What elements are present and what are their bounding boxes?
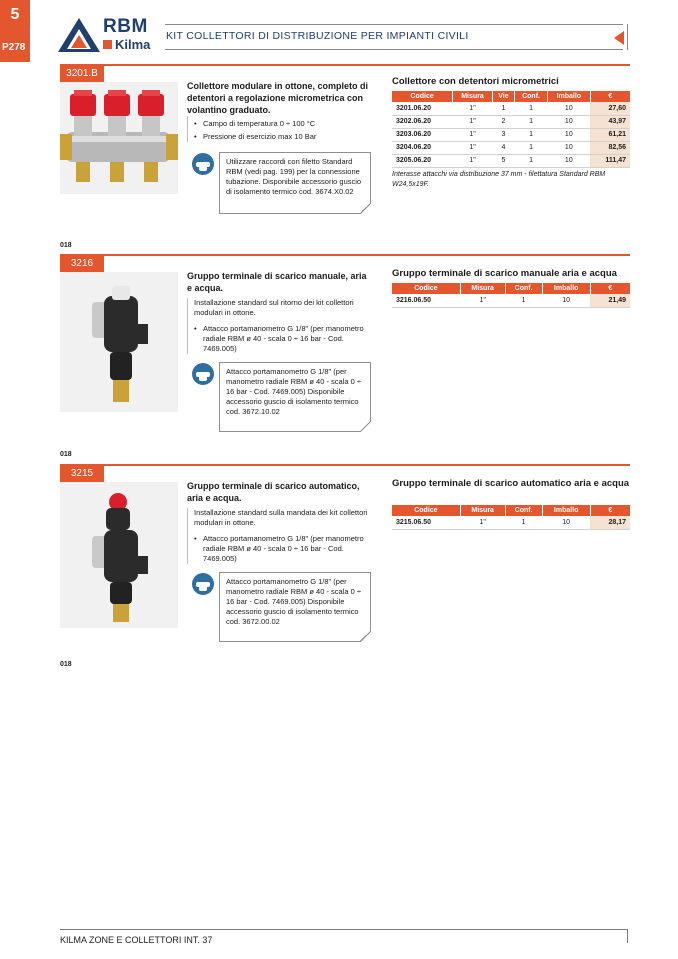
cell-price: 43,97 (590, 115, 630, 128)
note-box: Attacco portamanometro G 1/8" (per manometro radiale RBM ø 40 - scala 0 ÷ 16 bar - Cod. 7469.005) Disponibile accessorio guscio di isolamento termico cod. 3672.00.02 (219, 572, 371, 642)
note-box: Utilizzare raccordi con filetto Standard RBM (vedi pag. 199) per la connessione tubazione. Disponibile accessorio guscio di isolamento termico cod. 3674.X0.02 (219, 152, 371, 214)
drain-group-automatic-icon (60, 482, 178, 628)
cell-price: 61,21 (590, 128, 630, 141)
column-header: Codice (392, 283, 460, 294)
cell-code: 3203.06.20 (392, 128, 453, 141)
footer-rule (60, 929, 628, 930)
cell-ways: 4 (492, 141, 514, 154)
price-table (392, 505, 630, 530)
product-tag: 3215 (60, 466, 104, 482)
logo-rbm-text: RBM (103, 16, 148, 37)
column-header: Imballo (542, 505, 590, 516)
footer-text: KILMA ZONE E COLLETTORI INT. 37 (60, 935, 213, 945)
product-photo (60, 482, 178, 628)
spec-bullet: • Pressione di esercizio max 10 Bar (194, 132, 375, 142)
cell-ways: 3 (492, 128, 514, 141)
cell-size: 1" (453, 102, 493, 115)
cell-pack: 1 (505, 516, 542, 529)
rbm-kilma-logo (58, 18, 160, 54)
cell-code: 3216.06.50 (392, 294, 460, 307)
section-code: 018 (60, 451, 72, 458)
header-rule-top (165, 24, 623, 25)
cell-price: 21,49 (590, 294, 630, 307)
table-row (392, 154, 630, 167)
page-title: KIT COLLETTORI DI DISTRIBUZIONE PER IMPIANTI CIVILI (166, 30, 469, 42)
product-description: Gruppo terminale di scarico manuale, aria e acqua. (187, 271, 367, 293)
cell-pack: 1 (515, 128, 548, 141)
column-header: Vie (492, 91, 514, 102)
column-header: Conf. (515, 91, 548, 102)
column-header: Conf. (505, 283, 542, 294)
spec-bullet: • Attacco portamanometro G 1/8" (per manometro radiale RBM ø 40 - scala 0 ÷ 16 bar - Cod. 7469.005) (194, 324, 375, 354)
column-header: € (590, 505, 630, 516)
footer-rule-vertical (627, 929, 628, 943)
product-description: Collettore modulare in ottone, completo di detentori a regolazione micrometrica con volantino graduato. (187, 81, 369, 115)
table-note: Interasse attacchi via distribuzione 37 mm - filettatura Standard RBM W24,5x19F. (392, 171, 606, 188)
chapter-tab (0, 0, 30, 62)
cell-box: 10 (548, 141, 591, 154)
column-header: Misura (460, 505, 505, 516)
table-row (392, 128, 630, 141)
table-row (392, 102, 630, 115)
cell-box: 10 (542, 516, 590, 529)
section-rule (60, 254, 630, 256)
pointing-hand-icon (191, 152, 215, 176)
cell-code: 3202.06.20 (392, 115, 453, 128)
cell-box: 10 (548, 115, 591, 128)
cell-ways: 2 (492, 115, 514, 128)
cell-ways: 5 (492, 154, 514, 167)
cell-size: 1" (460, 516, 505, 529)
pointing-hand-icon (191, 362, 215, 386)
spec-bullet: • Campo di temperatura 0 ÷ 100 °C (194, 119, 375, 129)
cell-code: 3204.06.20 (392, 141, 453, 154)
cell-size: 1" (453, 154, 493, 167)
cell-code: 3205.06.20 (392, 154, 453, 167)
cell-size: 1" (453, 115, 493, 128)
cell-price: 82,56 (590, 141, 630, 154)
price-table (392, 91, 630, 168)
column-header: Misura (453, 91, 493, 102)
cell-price: 27,60 (590, 102, 630, 115)
column-header: Misura (460, 283, 505, 294)
table-title: Collettore con detentori micrometrici (392, 76, 559, 87)
spec-bullet: • Attacco portamanometro G 1/8" (per manometro radiale RBM ø 40 - scala 0 ÷ 16 bar - Cod. 7469.005) (194, 534, 375, 564)
section-rule (60, 464, 630, 466)
note-box: Attacco portamanometro G 1/8" (per manometro radiale RBM ø 40 - scala 0 ÷ 16 bar - Cod. 7469.005) Disponibile accessorio guscio di isolamento termico cod. 3672.10.02 (219, 362, 371, 432)
cell-size: 1" (453, 128, 493, 141)
product-photo (60, 272, 178, 412)
product-specs (187, 116, 375, 142)
logo-kilma-mark (103, 40, 112, 49)
section-rule (60, 64, 630, 66)
product-description: Gruppo terminale di scarico automatico, aria e acqua. (187, 481, 360, 503)
table-header-row (392, 283, 630, 294)
column-header: Codice (392, 91, 453, 102)
column-header: € (590, 91, 630, 102)
product-tag: 3201.B (60, 66, 104, 82)
rbm-triangle-logo-icon (58, 18, 100, 52)
price-table (392, 283, 630, 308)
section-code: 018 (60, 242, 72, 249)
back-arrow-icon[interactable] (614, 31, 624, 45)
pointing-hand-icon (191, 572, 215, 596)
product-specs (187, 298, 375, 354)
column-header: Imballo (542, 283, 590, 294)
section-code: 018 (60, 661, 72, 668)
column-header: Codice (392, 505, 460, 516)
cell-size: 1" (453, 141, 493, 154)
logo-kilma-text: Kilma (115, 37, 151, 52)
table-row (392, 516, 630, 529)
cell-pack: 1 (515, 102, 548, 115)
table-row (392, 141, 630, 154)
cell-pack: 1 (515, 154, 548, 167)
cell-ways: 1 (492, 102, 514, 115)
cell-pack: 1 (505, 294, 542, 307)
cell-box: 10 (548, 154, 591, 167)
cell-pack: 1 (515, 141, 548, 154)
table-row (392, 294, 630, 307)
install-note: Installazione standard sulla mandata dei kit collettori modulari in ottone. (194, 508, 368, 527)
manifold-product-icon (60, 82, 178, 194)
header-rule-bottom (165, 49, 623, 50)
cell-price: 28,17 (590, 516, 630, 529)
column-header: € (590, 283, 630, 294)
cell-box: 10 (542, 294, 590, 307)
cell-size: 1" (460, 294, 505, 307)
table-header-row (392, 505, 630, 516)
page-number: P278 (2, 42, 26, 53)
table-title: Gruppo terminale di scarico automatico aria e acqua (392, 478, 630, 489)
product-specs (187, 508, 375, 564)
table-title: Gruppo terminale di scarico manuale aria e acqua (392, 268, 617, 279)
cell-box: 10 (548, 102, 591, 115)
table-row (392, 115, 630, 128)
cell-code: 3201.06.20 (392, 102, 453, 115)
product-tag: 3216 (60, 256, 104, 272)
header-rule-vertical (627, 24, 628, 50)
product-photo (60, 82, 178, 194)
column-header: Imballo (548, 91, 591, 102)
install-note: Installazione standard sul ritorno dei kit collettori modulari in ottone. (194, 298, 354, 317)
drain-group-manual-icon (60, 272, 178, 412)
cell-code: 3215.06.50 (392, 516, 460, 529)
chapter-number: 5 (10, 6, 20, 23)
column-header: Conf. (505, 505, 542, 516)
cell-box: 10 (548, 128, 591, 141)
table-header-row (392, 91, 630, 102)
cell-price: 111,47 (590, 154, 630, 167)
cell-pack: 1 (515, 115, 548, 128)
